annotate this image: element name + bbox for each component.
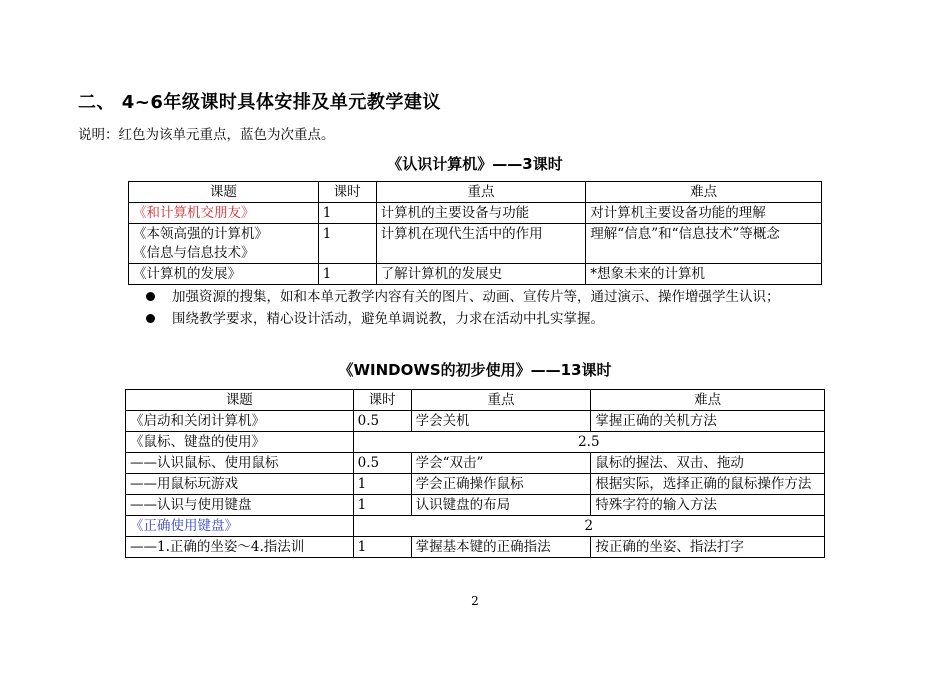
lesson-title: 《和计算机交朋友》	[129, 203, 319, 224]
lesson-hours: 0.5	[353, 453, 411, 474]
lesson-difficulty: 对计算机主要设备功能的理解	[586, 203, 822, 224]
lesson-key-point: 认识键盘的布局	[411, 495, 591, 516]
lesson-title: ——认识鼠标、使用鼠标	[126, 453, 354, 474]
table-row	[129, 203, 822, 224]
lesson-title: 《启动和关闭计算机》	[126, 411, 354, 432]
lesson-difficulty: 理解“信息”和“信息技术”等概念	[586, 224, 822, 264]
lesson-hours: 1	[318, 264, 376, 285]
table-computer-unit	[128, 181, 822, 285]
table-header-row	[126, 390, 825, 411]
lesson-hours: 0.5	[353, 411, 411, 432]
lesson-hours: 1	[353, 495, 411, 516]
table-row	[126, 411, 825, 432]
lesson-difficulty: 根据实际，选择正确的鼠标操作方法	[591, 474, 825, 495]
page-number: 2	[471, 594, 479, 608]
lesson-hours: 1	[318, 224, 376, 264]
lesson-title: 《鼠标、键盘的使用》	[126, 432, 354, 453]
lesson-title: ——认识与使用键盘	[126, 495, 354, 516]
header-cell: 重点	[411, 390, 591, 411]
header-cell: 课题	[129, 182, 319, 203]
lesson-hours: 1	[353, 474, 411, 495]
table-header-row	[129, 182, 822, 203]
lesson-hours: 2.5	[353, 432, 824, 453]
table-row	[129, 224, 822, 264]
table1-caption: 《认识计算机》——3课时	[387, 155, 563, 173]
table-row	[129, 264, 822, 285]
lesson-title: ——用鼠标玩游戏	[126, 474, 354, 495]
header-cell: 课时	[353, 390, 411, 411]
lesson-title: 《正确使用键盘》	[126, 516, 354, 537]
lesson-hours: 2	[353, 516, 824, 537]
header-cell: 难点	[586, 182, 822, 203]
header-cell: 重点	[376, 182, 586, 203]
lesson-key-point: 计算机在现代生活中的作用	[376, 224, 586, 264]
lesson-hours: 1	[318, 203, 376, 224]
lesson-key-point: 计算机的主要设备与功能	[376, 203, 586, 224]
lesson-difficulty: 鼠标的握法、双击、拖动	[591, 453, 825, 474]
lesson-title: 《本领高强的计算机》 《信息与信息技术》	[129, 224, 319, 264]
lesson-key-point: 学会正确操作鼠标	[411, 474, 591, 495]
legend-note: 说明：红色为该单元重点，蓝色为次重点。	[78, 127, 335, 143]
bullet-icon	[146, 292, 155, 301]
table-row	[126, 537, 825, 558]
bullet-text: 围绕教学要求，精心设计活动，避免单调说教，力求在活动中扎实掌握。	[172, 311, 604, 327]
lesson-title: 《计算机的发展》	[129, 264, 319, 285]
header-cell: 课时	[318, 182, 376, 203]
table-row	[126, 474, 825, 495]
lesson-hours: 1	[353, 537, 411, 558]
lesson-difficulty: 按正确的坐姿、指法打字	[591, 537, 825, 558]
lesson-key-point: 了解计算机的发展史	[376, 264, 586, 285]
list-item	[146, 309, 822, 330]
lesson-difficulty: *想象未来的计算机	[586, 264, 822, 285]
teaching-suggestions	[146, 287, 822, 331]
table-row	[126, 516, 825, 537]
table-row	[126, 453, 825, 474]
bullet-icon	[146, 314, 155, 323]
lesson-key-point: 学会关机	[411, 411, 591, 432]
lesson-key-point: 学会“双击”	[411, 453, 591, 474]
table2-caption: 《WINDOWS的初步使用》——13课时	[338, 361, 612, 379]
lesson-difficulty: 掌握正确的关机方法	[591, 411, 825, 432]
section-heading: 二、 4~6年级课时具体安排及单元教学建议	[78, 92, 441, 113]
bullet-text: 加强资源的搜集，如和本单元教学内容有关的图片、动画、宣传片等，通过演示、操作增强学生认识；	[172, 289, 780, 305]
header-cell: 课题	[126, 390, 354, 411]
table-windows-unit	[125, 389, 825, 558]
table-row	[126, 432, 825, 453]
lesson-title: ——1.正确的坐姿～4.指法训	[126, 537, 354, 558]
list-item	[146, 287, 822, 308]
table-row	[126, 495, 825, 516]
lesson-key-point: 掌握基本键的正确指法	[411, 537, 591, 558]
header-cell: 难点	[591, 390, 825, 411]
lesson-difficulty: 特殊字符的输入方法	[591, 495, 825, 516]
